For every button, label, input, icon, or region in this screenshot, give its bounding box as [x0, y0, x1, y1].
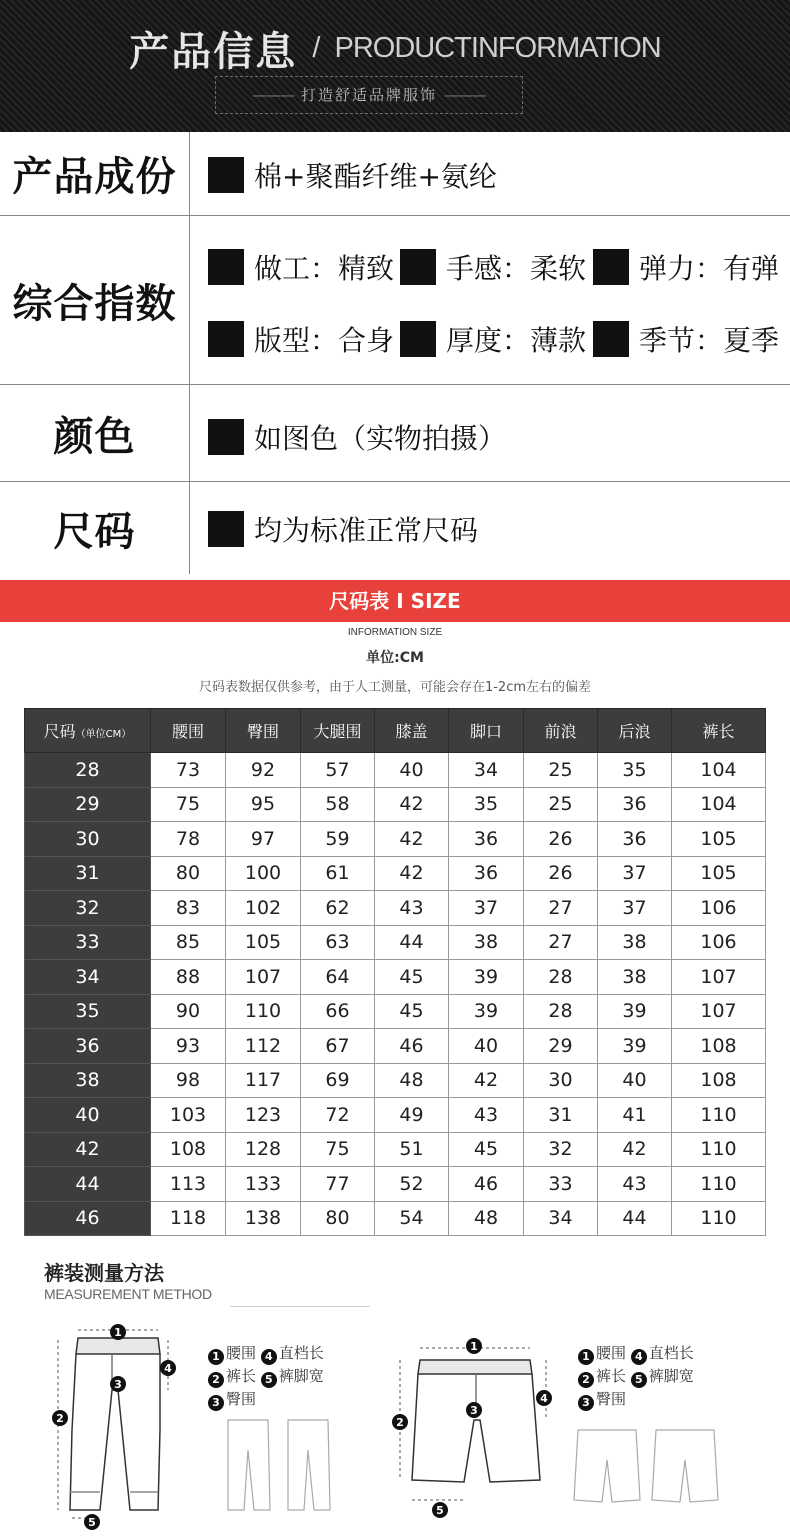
legend-number-icon: 4 [631, 1349, 647, 1365]
index-item-feel: 手感：柔软 [400, 247, 586, 287]
measure-cell: 43 [449, 1098, 524, 1133]
measure-cell: 37 [598, 856, 672, 891]
measure-cell: 29 [524, 1029, 598, 1064]
size-cell: 29 [25, 787, 151, 822]
size-cell: 30 [25, 822, 151, 857]
long-pants-measure-lines [58, 1330, 168, 1518]
measure-cell: 36 [449, 856, 524, 891]
legend-number-icon: 1 [578, 1349, 594, 1365]
measure-cell: 28 [524, 994, 598, 1029]
measure-cell: 36 [449, 822, 524, 857]
measure-cell: 44 [375, 925, 449, 960]
measurement-title: 裤装测量方法 [44, 1261, 164, 1285]
header-title-en: PRODUCTINFORMATION [334, 32, 661, 64]
size-table-header-size: 尺码（单位CM） [25, 709, 151, 753]
measure-cell: 45 [375, 960, 449, 995]
composition-label: 产品成份 [12, 154, 177, 200]
size-table-header-cell: 前浪 [524, 709, 598, 753]
measure-cell: 80 [151, 856, 226, 891]
measure-cell: 66 [301, 994, 375, 1029]
measure-cell: 112 [226, 1029, 301, 1064]
color-value: 如图色（实物拍摄） [208, 417, 506, 457]
measure-cell: 37 [598, 891, 672, 926]
measure-cell: 61 [301, 856, 375, 891]
measure-cell: 69 [301, 1063, 375, 1098]
marker-4: 4 [540, 1392, 548, 1405]
measure-cell: 67 [301, 1029, 375, 1064]
index-item-fit: 版型：合身 [208, 319, 394, 359]
measure-cell: 72 [301, 1098, 375, 1133]
measure-cell: 90 [151, 994, 226, 1029]
table-row [25, 856, 766, 891]
size-cell: 36 [25, 1029, 151, 1064]
measure-cell: 110 [672, 1201, 766, 1236]
index-item-elasticity: 弹力：有弹 [593, 247, 779, 287]
measure-cell: 75 [151, 787, 226, 822]
header-subtitle: 打造舒适品牌服饰 [300, 86, 437, 104]
long-pants-legend: 1 腰围 4 直档长 2 裤长 5 裤脚宽 3 臀围 [208, 1342, 324, 1411]
measure-cell: 58 [301, 787, 375, 822]
legend-number-icon: 2 [208, 1372, 224, 1388]
measure-cell: 75 [301, 1132, 375, 1167]
marker-5: 5 [436, 1504, 444, 1517]
size-cell: 40 [25, 1098, 151, 1133]
measure-cell: 106 [672, 891, 766, 926]
measure-cell: 83 [151, 891, 226, 926]
bullet-square-icon [400, 249, 436, 285]
size-table-header-cell: 后浪 [598, 709, 672, 753]
table-row [25, 1029, 766, 1064]
measure-cell: 98 [151, 1063, 226, 1098]
size-cell: 44 [25, 1167, 151, 1202]
measure-cell: 103 [151, 1098, 226, 1133]
size-table-header [25, 709, 766, 753]
measure-cell: 45 [375, 994, 449, 1029]
measure-cell: 77 [301, 1167, 375, 1202]
measure-cell: 45 [449, 1132, 524, 1167]
measure-cell: 100 [226, 856, 301, 891]
size-cell: 34 [25, 960, 151, 995]
measure-cell: 54 [375, 1201, 449, 1236]
measure-cell: 46 [449, 1167, 524, 1202]
measure-cell: 107 [672, 994, 766, 1029]
composition-row [0, 132, 790, 216]
measure-cell: 39 [598, 994, 672, 1029]
measure-cell: 97 [226, 822, 301, 857]
measurement-divider [230, 1306, 370, 1307]
measure-cell: 39 [598, 1029, 672, 1064]
size-table-header-cell: 脚口 [449, 709, 524, 753]
table-row [25, 1201, 766, 1236]
size-row [0, 482, 790, 574]
header-subtitle-box: ——— 打造舒适品牌服饰 ——— [215, 76, 523, 114]
size-table-header-cell: 臀围 [226, 709, 301, 753]
measure-cell: 40 [598, 1063, 672, 1098]
legend-number-icon: 2 [578, 1372, 594, 1388]
size-value: 均为标准正常尺码 [208, 509, 478, 549]
measure-cell: 38 [598, 960, 672, 995]
bullet-square-icon [208, 419, 244, 455]
marker-4: 4 [164, 1362, 172, 1375]
measure-cell: 80 [301, 1201, 375, 1236]
size-cell: 32 [25, 891, 151, 926]
composition-value: 棉+聚酯纤维+氨纶 [208, 155, 497, 195]
marker-2: 2 [56, 1412, 64, 1425]
measure-cell: 37 [449, 891, 524, 926]
index-row [0, 216, 790, 385]
bullet-square-icon [208, 157, 244, 193]
size-label: 尺码 [53, 508, 136, 555]
measure-cell: 107 [672, 960, 766, 995]
measure-cell: 133 [226, 1167, 301, 1202]
measure-cell: 38 [449, 925, 524, 960]
measure-cell: 35 [449, 787, 524, 822]
measure-cell: 110 [672, 1167, 766, 1202]
measure-cell: 39 [449, 994, 524, 1029]
measure-cell: 138 [226, 1201, 301, 1236]
measure-cell: 108 [672, 1029, 766, 1064]
table-row [25, 994, 766, 1029]
measure-cell: 51 [375, 1132, 449, 1167]
color-label: 颜色 [53, 413, 136, 460]
header-title-row [0, 20, 790, 77]
measure-cell: 36 [598, 787, 672, 822]
measure-cell: 118 [151, 1201, 226, 1236]
measure-cell: 48 [375, 1063, 449, 1098]
measure-cell: 108 [151, 1132, 226, 1167]
measure-cell: 30 [524, 1063, 598, 1098]
marker-5: 5 [88, 1516, 96, 1529]
measure-cell: 35 [598, 753, 672, 788]
index-item-season: 季节：夏季 [593, 319, 779, 359]
size-cell: 35 [25, 994, 151, 1029]
legend-number-icon: 4 [261, 1349, 277, 1365]
size-cell: 42 [25, 1132, 151, 1167]
size-table-header-cell: 大腿围 [301, 709, 375, 753]
measure-cell: 57 [301, 753, 375, 788]
table-row [25, 960, 766, 995]
measure-cell: 123 [226, 1098, 301, 1133]
measure-cell: 27 [524, 891, 598, 926]
size-cell: 28 [25, 753, 151, 788]
table-row [25, 891, 766, 926]
measure-cell: 28 [524, 960, 598, 995]
marker-1: 1 [470, 1340, 478, 1353]
table-row [25, 1167, 766, 1202]
product-info-header [0, 0, 790, 132]
measure-cell: 105 [226, 925, 301, 960]
measure-cell: 110 [672, 1098, 766, 1133]
measure-cell: 39 [449, 960, 524, 995]
measure-cell: 25 [524, 787, 598, 822]
measure-cell: 85 [151, 925, 226, 960]
info-size-caption: INFORMATION SIZE [347, 627, 443, 638]
unit-caption: 单位:CM [366, 650, 424, 666]
long-pants-sketch-icons [228, 1420, 330, 1510]
measure-cell: 117 [226, 1063, 301, 1098]
measure-cell: 128 [226, 1132, 301, 1167]
bullet-square-icon [208, 249, 244, 285]
measure-cell: 32 [524, 1132, 598, 1167]
size-cell: 33 [25, 925, 151, 960]
table-row [25, 787, 766, 822]
measure-cell: 42 [375, 856, 449, 891]
measure-cell: 105 [672, 856, 766, 891]
bullet-square-icon [593, 249, 629, 285]
measure-cell: 42 [375, 822, 449, 857]
table-row [25, 1063, 766, 1098]
measure-cell: 38 [598, 925, 672, 960]
size-cell: 31 [25, 856, 151, 891]
measure-cell: 92 [226, 753, 301, 788]
measure-cell: 31 [524, 1098, 598, 1133]
measure-cell: 36 [598, 822, 672, 857]
measure-cell: 63 [301, 925, 375, 960]
size-cell: 38 [25, 1063, 151, 1098]
measure-cell: 41 [598, 1098, 672, 1133]
index-item-thickness: 厚度：薄款 [400, 319, 586, 359]
measure-cell: 102 [226, 891, 301, 926]
bullet-square-icon [593, 321, 629, 357]
size-cell: 46 [25, 1201, 151, 1236]
index-item-craft: 做工：精致 [208, 247, 394, 287]
measure-cell: 104 [672, 753, 766, 788]
measure-cell: 46 [375, 1029, 449, 1064]
measure-cell: 42 [449, 1063, 524, 1098]
size-table-header-cell: 裤长 [672, 709, 766, 753]
measure-cell: 59 [301, 822, 375, 857]
measure-cell: 40 [449, 1029, 524, 1064]
measure-cell: 110 [672, 1132, 766, 1167]
shorts-sketch-icons [574, 1430, 718, 1502]
measure-cell: 33 [524, 1167, 598, 1202]
legend-number-icon: 5 [631, 1372, 647, 1388]
shorts-icon [412, 1360, 540, 1482]
bullet-square-icon [208, 511, 244, 547]
legend-number-icon: 3 [578, 1395, 594, 1411]
measure-cell: 40 [375, 753, 449, 788]
measurement-subtitle: MEASUREMENT METHOD [44, 1286, 212, 1302]
measure-cell: 62 [301, 891, 375, 926]
measure-cell: 78 [151, 822, 226, 857]
measure-cell: 52 [375, 1167, 449, 1202]
size-table-header-cell: 膝盖 [375, 709, 449, 753]
measure-cell: 42 [375, 787, 449, 822]
measure-cell: 44 [598, 1201, 672, 1236]
legend-number-icon: 5 [261, 1372, 277, 1388]
table-row [25, 753, 766, 788]
measure-cell: 113 [151, 1167, 226, 1202]
table-row [25, 925, 766, 960]
marker-3: 3 [470, 1404, 478, 1417]
measure-cell: 95 [226, 787, 301, 822]
measure-cell: 106 [672, 925, 766, 960]
measure-cell: 73 [151, 753, 226, 788]
bullet-square-icon [400, 321, 436, 357]
legend-number-icon: 1 [208, 1349, 224, 1365]
measure-cell: 26 [524, 856, 598, 891]
color-row [0, 385, 790, 482]
measure-cell: 34 [524, 1201, 598, 1236]
index-label: 综合指数 [12, 280, 177, 327]
measure-cell: 64 [301, 960, 375, 995]
measure-cell: 48 [449, 1201, 524, 1236]
measure-cell: 105 [672, 822, 766, 857]
measure-cell: 110 [226, 994, 301, 1029]
measure-cell: 104 [672, 787, 766, 822]
measure-cell: 34 [449, 753, 524, 788]
size-banner: 尺码表 I SIZE [0, 580, 790, 622]
marker-3: 3 [114, 1378, 122, 1391]
header-title-cn: 产品信息 [129, 29, 298, 75]
measure-cell: 42 [598, 1132, 672, 1167]
measure-cell: 88 [151, 960, 226, 995]
table-row [25, 1132, 766, 1167]
table-row [25, 822, 766, 857]
size-table [24, 708, 766, 1236]
measure-cell: 27 [524, 925, 598, 960]
marker-1: 1 [114, 1326, 122, 1339]
marker-2: 2 [396, 1416, 404, 1429]
measure-cell: 108 [672, 1063, 766, 1098]
table-row [25, 1098, 766, 1133]
measure-cell: 49 [375, 1098, 449, 1133]
measure-cell: 26 [524, 822, 598, 857]
header-title-separator: / [312, 32, 320, 64]
measure-cell: 25 [524, 753, 598, 788]
bullet-square-icon [208, 321, 244, 357]
measure-cell: 93 [151, 1029, 226, 1064]
size-note: 尺码表数据仅供参考，由于人工测量，可能会存在1-2cm左右的偏差 [198, 680, 592, 695]
size-table-header-cell: 腰围 [151, 709, 226, 753]
legend-number-icon: 3 [208, 1395, 224, 1411]
shorts-legend: 1 腰围 4 直档长 2 裤长 5 裤脚宽 3 臀围 [578, 1342, 694, 1411]
measure-cell: 43 [598, 1167, 672, 1202]
measure-cell: 107 [226, 960, 301, 995]
long-pants-icon [70, 1338, 160, 1510]
measure-cell: 43 [375, 891, 449, 926]
